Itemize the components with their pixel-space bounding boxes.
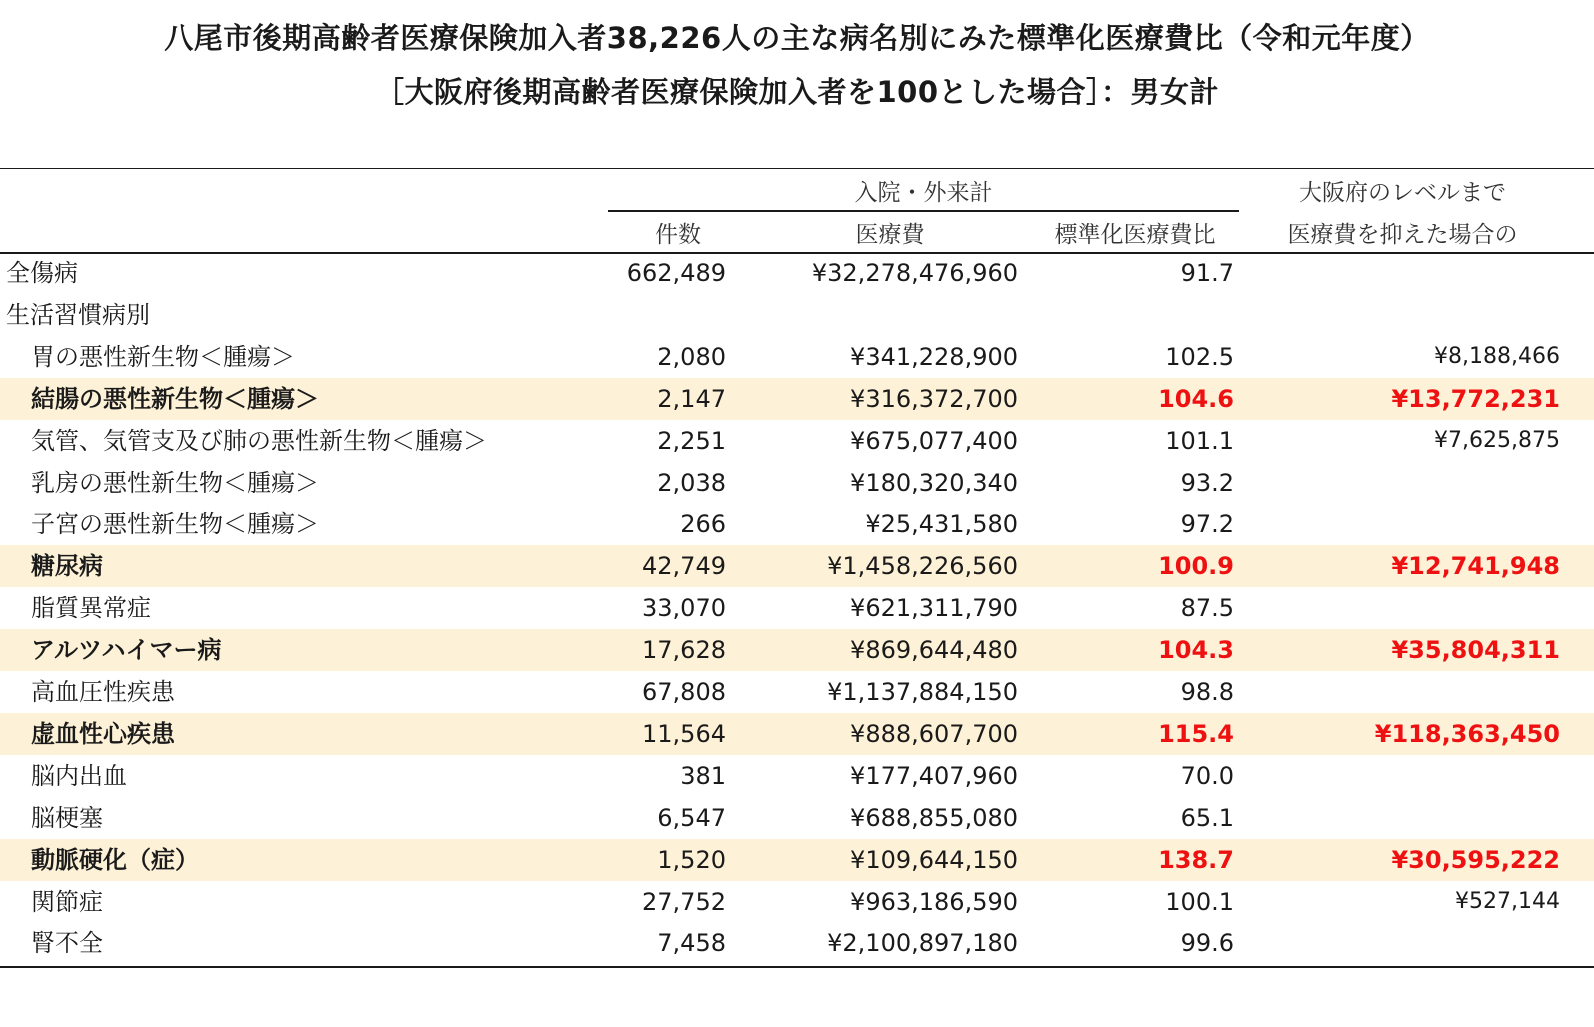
disease-name-cell: 胃の悪性新生物＜腫瘍＞ (31, 342, 295, 371)
table-row (0, 922, 1594, 964)
count-cell: 27,752 (642, 887, 726, 916)
header-medical-cost: 医療費 (855, 222, 925, 248)
count-cell: 2,080 (657, 342, 726, 371)
table-bottom-rule (0, 966, 1594, 968)
table-row (0, 462, 1594, 504)
standardized-ratio-cell: 100.1 (1165, 887, 1234, 916)
standardized-ratio-cell: 87.5 (1180, 594, 1234, 623)
disease-name-cell: 脳内出血 (31, 761, 127, 790)
standardized-ratio-cell: 91.7 (1180, 259, 1234, 287)
header-osaka-saving-line2: 医療費を抑えた場合の (1287, 222, 1518, 248)
medical-cost-cell: ¥888,607,700 (850, 719, 1018, 748)
table-row (0, 713, 1594, 755)
count-cell: 67,808 (642, 678, 726, 706)
count-cell: 7,458 (657, 929, 726, 958)
standardized-ratio-cell: 65.1 (1180, 803, 1234, 832)
table-row (0, 378, 1594, 420)
medical-cost-cell: ¥963,186,590 (850, 887, 1018, 916)
table-row (0, 336, 1594, 378)
disease-name-cell: 高血圧性疾患 (31, 678, 175, 706)
medical-cost-cell: ¥869,644,480 (850, 636, 1018, 665)
disease-name-cell: 虚血性心疾患 (31, 719, 175, 748)
disease-name-cell: 動脈硬化（症） (31, 845, 199, 874)
table-row (0, 671, 1594, 713)
disease-name-cell: 糖尿病 (31, 552, 103, 581)
page-title: 八尾市後期高齢者医療保険加入者38,226人の主な病名別にみた標準化医療費比（令和元年度） (164, 21, 1430, 55)
header-group-inpatient-outpatient: 入院・外来計 (854, 180, 993, 206)
count-cell: 2,038 (657, 468, 726, 497)
header-count: 件数 (655, 222, 701, 248)
table-row (0, 797, 1594, 839)
count-cell: 42,749 (642, 552, 726, 581)
count-cell: 381 (680, 761, 726, 790)
saving-amount-cell: ¥118,363,450 (1374, 719, 1560, 748)
medical-cost-cell: ¥1,137,884,150 (827, 678, 1018, 706)
table-row (0, 755, 1594, 797)
standardized-ratio-cell: 115.4 (1158, 719, 1234, 748)
count-cell: 266 (680, 510, 726, 539)
medical-cost-cell: ¥25,431,580 (865, 510, 1018, 539)
count-cell: 2,147 (657, 384, 726, 413)
table-row (0, 545, 1594, 587)
disease-name-cell: 関節症 (31, 887, 103, 916)
medical-cost-cell: ¥621,311,790 (850, 594, 1018, 623)
standardized-ratio-cell: 102.5 (1165, 342, 1234, 371)
disease-name-cell: 子宮の悪性新生物＜腫瘍＞ (31, 510, 319, 539)
count-cell: 662,489 (626, 259, 726, 287)
standardized-ratio-cell: 98.8 (1180, 678, 1234, 706)
page-subtitle: ［大阪府後期高齢者医療保険加入者を100とした場合］：男女計 (374, 75, 1220, 109)
medical-cost-cell: ¥32,278,476,960 (811, 259, 1018, 287)
disease-name-cell: 脂質異常症 (31, 594, 151, 623)
table-row (0, 839, 1594, 881)
standardized-ratio-cell: 70.0 (1180, 761, 1234, 790)
standardized-ratio-cell: 101.1 (1165, 426, 1234, 455)
medical-cost-cell: ¥177,407,960 (850, 761, 1018, 790)
count-cell: 2,251 (657, 426, 726, 455)
table-row (0, 587, 1594, 629)
medical-cost-cell: ¥316,372,700 (850, 384, 1018, 413)
saving-amount-cell: ¥13,772,231 (1391, 384, 1560, 413)
standardized-ratio-cell: 104.6 (1158, 384, 1234, 413)
standardized-ratio-cell: 138.7 (1158, 845, 1234, 874)
disease-name-cell: 生活習慣病別 (6, 300, 150, 329)
medical-cost-cell: ¥2,100,897,180 (827, 929, 1018, 958)
saving-amount-cell: ¥8,188,466 (1434, 343, 1560, 369)
disease-name-cell: 結腸の悪性新生物＜腫瘍＞ (31, 384, 319, 413)
table-row (0, 881, 1594, 923)
medical-cost-cell: ¥675,077,400 (850, 426, 1018, 455)
saving-amount-cell: ¥527,144 (1455, 888, 1560, 914)
medical-cost-cell: ¥180,320,340 (850, 468, 1018, 497)
disease-name-cell: 気管、気管支及び肺の悪性新生物＜腫瘍＞ (31, 426, 487, 455)
table-row (0, 252, 1594, 294)
saving-amount-cell: ¥30,595,222 (1391, 845, 1560, 874)
header-osaka-saving-line1: 大阪府のレベルまで (1299, 180, 1506, 206)
saving-amount-cell: ¥12,741,948 (1391, 552, 1560, 581)
standardized-ratio-cell: 99.6 (1180, 929, 1234, 958)
disease-name-cell: 脳梗塞 (31, 803, 103, 832)
count-cell: 11,564 (642, 719, 726, 748)
medical-cost-cell: ¥341,228,900 (850, 342, 1018, 371)
header-standardized-ratio: 標準化医療費比 (1054, 222, 1216, 248)
count-cell: 6,547 (657, 803, 726, 832)
saving-amount-cell: ¥35,804,311 (1391, 636, 1560, 665)
count-cell: 17,628 (642, 636, 726, 665)
disease-name-cell: 腎不全 (31, 929, 103, 958)
saving-amount-cell: ¥7,625,875 (1434, 427, 1560, 453)
standardized-ratio-cell: 97.2 (1180, 510, 1234, 539)
standardized-ratio-cell: 93.2 (1180, 468, 1234, 497)
table-row (0, 503, 1594, 545)
header-group-rule (608, 210, 1239, 212)
table-row (0, 629, 1594, 671)
table-top-rule (0, 168, 1594, 169)
table-row (0, 294, 1594, 336)
count-cell: 33,070 (642, 594, 726, 623)
medical-cost-cell: ¥1,458,226,560 (827, 552, 1018, 581)
disease-name-cell: 乳房の悪性新生物＜腫瘍＞ (31, 468, 319, 497)
table-row (0, 420, 1594, 462)
disease-name-cell: 全傷病 (6, 259, 78, 287)
medical-cost-cell: ¥688,855,080 (850, 803, 1018, 832)
standardized-ratio-cell: 100.9 (1158, 552, 1234, 581)
disease-name-cell: アルツハイマー病 (31, 636, 222, 665)
medical-cost-cell: ¥109,644,150 (850, 845, 1018, 874)
standardized-ratio-cell: 104.3 (1158, 636, 1234, 665)
count-cell: 1,520 (657, 845, 726, 874)
